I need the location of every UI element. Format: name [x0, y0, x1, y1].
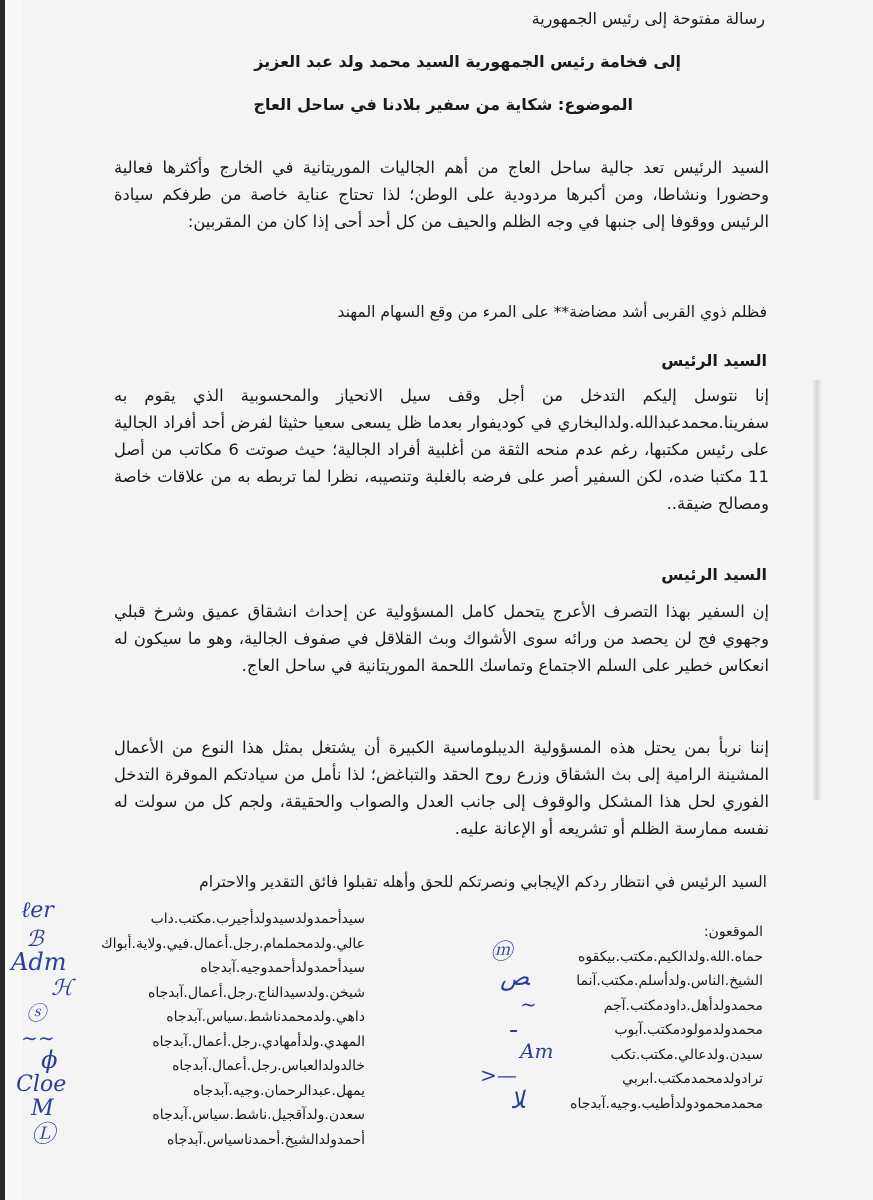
handwritten-signature-icon: ~	[520, 991, 537, 1016]
signatories-left	[11, 898, 365, 1152]
handwritten-signature-icon: ℬ	[26, 926, 44, 952]
paragraph-consequences: إن السفير بهذا التصرف الأعرج يتحمل كامل المسؤولية عن إحداث انشقاق عميق وشرخ قبلي وجهوي فج لن يحصد من ورائه سوى الأشواك وبث القلاقل في صفوف الجالية، وهو ما سيكون له انعكاس خطير على السلم الاجتماع وتماسك اللحمة الموريتانية في ساحل العاج.	[114, 602, 769, 675]
handwritten-signature-icon: ℋ	[51, 975, 73, 1001]
signatory: داهي.ولدمحمدناشط.سياس.آبدجاه ⓢ	[26, 1001, 365, 1025]
signatory: يمهل.عبدالرحمان.وجيه.آبدجاه Cloe	[16, 1071, 365, 1099]
signatory: محمدولدمولودمكتب.آبوب ـ	[510, 1013, 763, 1038]
paragraph-intro: السيد الرئيس تعد جالية ساحل العاج من أهم الجاليات الموريتانية في الخارج وأكثرها فعالية وحضورا ونشاطا، ومن أكبرها مردودية على الوطن؛ لذا تحتاج عناية خاصة من طرفكم سيادة الرئيس ووقوفا إلى جنبها في وجه الظلم والحيف من كل أحد أحى إذا كان من المقربين:	[114, 158, 769, 231]
handwritten-signature-icon: Ⓛ	[31, 1119, 56, 1148]
handwritten-signature-icon: M	[31, 1096, 54, 1121]
signatory: سيدأحمدولدأحمدوجيه.آبدجاه Adm	[11, 948, 365, 976]
signatory: محمدمحمودولدأطيب.وجيه.آبدجاه ﻼ	[510, 1085, 763, 1114]
signatory: سيدن.ولدعالي.مكتب.تكب Am	[520, 1038, 763, 1063]
handwritten-signature-icon: Am	[520, 1038, 554, 1063]
signatory: أحمدولدالشيخ.أحمدناسياس.آبدجاه Ⓛ	[31, 1119, 365, 1148]
paragraph-complaint: إنا نتوسل إليكم التدخل من أجل وقف سيل الانحياز والمحسوبية الذي يقوم به سفرينا.محمدعبدالله.ولدالبخاري في كوديفوار بعدما ظل يسعى سعيا حثيثا لفرض أحد أفراد الجالية على رئيس مكتبها، رغم عدم منحه الثقة من أغلبية أفراد الجالية؛ حيث صوتت 6 مكاتب من أصل 11 مكتبا ضده، لكن السفير أصر على فرضه بالغلبة وتنصيبه، نظرا لما تربطه به من علاقات خاصة ومصالح ضيقة..	[114, 386, 769, 513]
signatories-right	[480, 920, 763, 1116]
handwritten-signature-icon: ﻼ	[510, 1085, 525, 1114]
signatory: سيدأحمدولدسيدولدأجيرب.مكتب.داب ℓer	[21, 898, 365, 927]
handwritten-signature-icon: ϕ	[41, 1046, 58, 1074]
signatories-label: الموقعون:	[703, 924, 763, 940]
section-heading: السيد الرئيس	[661, 565, 767, 584]
signatory: محمدولدأهل.داودمكتب.آجم ~	[520, 991, 763, 1016]
handwritten-signature-icon: ﺺ	[500, 963, 530, 991]
closing-line: السيد الرئيس في انتظار ردكم الإيجابي ونصرتكم للحق وأهله تقبلوا فائق التقدير والاحترام	[199, 873, 767, 891]
letter-addressee: إلى فخامة رئيس الجمهورية السيد محمد ولد عبد العزيز	[254, 52, 681, 71]
letter-header: رسالة مفتوحة إلى رئيس الجمهورية	[531, 9, 765, 28]
signatory: الشيخ.الناس.ولدأسلم.مكتب.آنما ﺺ	[500, 963, 763, 991]
signatory: خالدولدالعباس.رجل.أعمال.آبدجاه ϕ	[41, 1046, 365, 1074]
handwritten-signature-icon: ℓer	[21, 898, 54, 923]
handwritten-signature-icon: ∽∽	[21, 1025, 55, 1050]
handwritten-signature-icon: ⓜ	[490, 939, 513, 965]
signatory: عالي.ولدمحملمام.رجل.أعمال.فيي.ولاية.أبواك ℬ	[26, 926, 365, 952]
handwritten-signature-icon: —<	[480, 1063, 517, 1087]
paragraph-request: إننا نربأ بمن يحتل هذه المسؤولية الديبلوماسية الكبيرة أن يشتغل بمثل هذا النوع من الأعمال المشينة الرامية إلى بث الشقاق وزرع روح الحقد والتباغض؛ لذا نأمل من سيادتكم الموقرة التدخل الفوري لحل هذا المشكل والوقوف إلى جانب العدل والصواب والحقيقة، ولجم كل من سولت له نفسه ممارسة الظلم أو تشريعه أو الإعانة عليه.	[114, 738, 769, 838]
signatory: ترادولدمحمدمكتب.ابربي —<	[480, 1063, 763, 1087]
section-heading: السيد الرئيس	[661, 351, 767, 370]
signatory: المهدي.ولدأمهادي.رجل.أعمال.آبدجاه ∽∽	[21, 1025, 365, 1050]
poem-line: فظلم ذوي القربى أشد مضاضة** على المرء من وقع السهام المهند	[337, 303, 767, 321]
signatory: حماه.الله.ولدالكيم.مكتب.بيكقوه ⓜ	[490, 939, 763, 965]
handwritten-signature-icon: ـ	[510, 1013, 517, 1038]
letter-subject: الموضوع: شكاية من سفير بلادنا في ساحل العاج	[253, 95, 633, 114]
handwritten-signature-icon: Cloe	[16, 1071, 67, 1097]
signatory: سعدن.ولدآقجيل.ناشط.سياس.آبدجاه M	[31, 1096, 365, 1123]
signatory: شيخن.ولدسيدالناج.رجل.أعمال.آبدجاه ℋ	[51, 975, 365, 1001]
handwritten-signature-icon: Adm	[11, 948, 67, 976]
handwritten-signature-icon: ⓢ	[26, 1001, 47, 1025]
